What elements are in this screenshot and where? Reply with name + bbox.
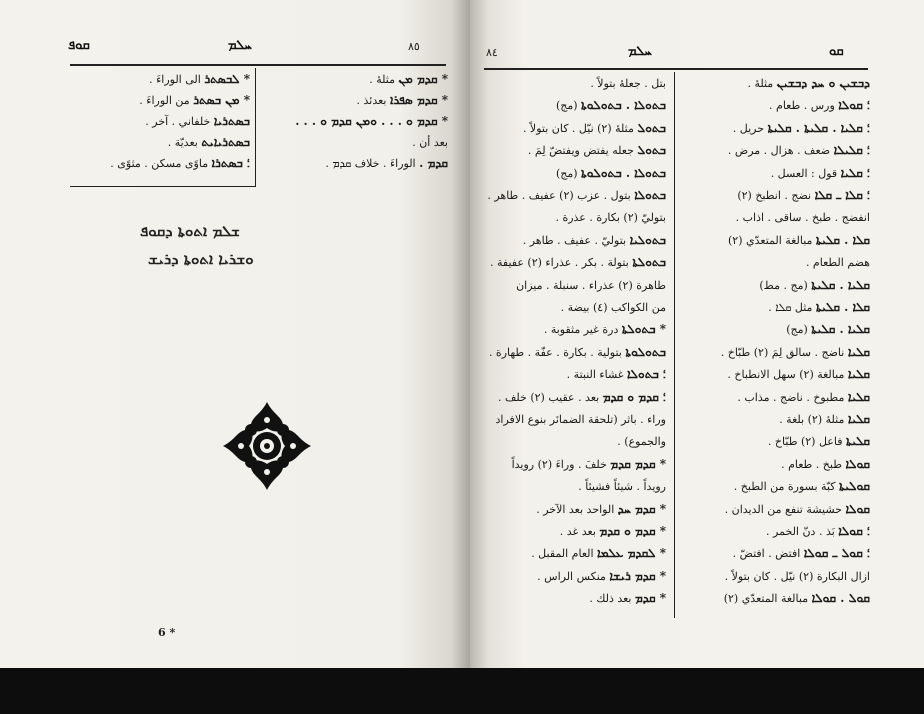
- arabic-gloss: العام المقبل .: [531, 547, 594, 561]
- dictionary-entry: [412, 135, 448, 150]
- dictionary-entry: [357, 93, 449, 108]
- dictionary-entry: [523, 233, 666, 248]
- arabic-gloss: بعد غد .: [559, 525, 596, 538]
- syriac-headword: ܒܣܬܪܝܐ: [213, 114, 250, 128]
- syriac-headword: ܩܠܝܐ: [847, 344, 870, 359]
- arabic-gloss: خلفاني . آخر .: [145, 115, 211, 128]
- arabic-gloss: ورس . طعام .: [769, 99, 835, 113]
- dictionary-entry: [544, 322, 666, 337]
- dictionary-entry: [768, 434, 870, 449]
- syriac-headword: ؛ ܒܬܘܠܐ: [627, 367, 666, 382]
- dictionary-entry: [295, 114, 448, 129]
- syriac-headword: * ܡܢ ܒܣܬܪ: [193, 93, 250, 107]
- arabic-gloss: بعديّة .: [167, 136, 198, 149]
- dictionary-entry: [747, 76, 870, 91]
- dictionary-entry: [369, 72, 448, 87]
- arabic-gloss: نضج . انطبخ (٢): [737, 189, 812, 202]
- arabic-gloss: وراء . باثر (تلحقة الضمائر بنوع الافراد: [495, 413, 666, 426]
- dictionary-entry: [139, 93, 250, 108]
- arabic-gloss: من الكواكب (٤) بيضة .: [560, 301, 666, 314]
- arabic-gloss: والجموع) .: [617, 435, 666, 449]
- syriac-headword: ܒܬܘܠܐ . ܒܬܘܠܘܬܐ: [581, 165, 666, 180]
- arabic-gloss: مطبوخ . ناضج . مذاب .: [737, 390, 845, 404]
- arabic-gloss: افتض . افتضّ .: [732, 547, 801, 561]
- syriac-headword: ܒܬܘܠܐ . ܒܬܘܠܘܬܐ: [581, 98, 666, 113]
- arabic-gloss: (مج): [786, 323, 808, 337]
- syriac-headword: ؛ ܩܘܠܐ: [838, 524, 870, 538]
- floral-ornament: [221, 400, 313, 492]
- column-end-rule: [70, 186, 256, 187]
- page-number: ٨٥: [408, 40, 420, 53]
- syriac-headword: * ܩܕܡ ܩܕܡ: [610, 456, 666, 471]
- syriac-headword: ܩܠܐ . ܩܠܝܬܐ: [815, 300, 870, 314]
- syriac-headword: ؛ ܩܠܐ ـ ܩܠܐ: [814, 188, 870, 202]
- dictionary-entry: [149, 72, 250, 87]
- arabic-gloss: ماوًى مسكن . مثوًى .: [110, 157, 209, 170]
- arabic-gloss: بتولة . بكر . عذراء (٢) عفيفة .: [490, 256, 629, 270]
- dictionary-entry: [567, 367, 666, 382]
- arabic-gloss: ناضج . سالق لِمَ (٢) طبّاخ .: [720, 345, 845, 359]
- dictionary-entry: [728, 143, 870, 158]
- arabic-gloss: مثلهٔ (٢) نيّل . كان بتولاً .: [522, 121, 634, 135]
- dictionary-entry: [721, 345, 870, 360]
- dictionary-entry: [496, 412, 666, 427]
- dictionary-entry: [724, 591, 870, 606]
- syriac-headword: ܒܬܘܠܬܐ: [632, 255, 666, 270]
- syriac-headword: ܩܠܝܐ . ܩܠܝܬܐ: [811, 322, 870, 337]
- arabic-gloss: مثل ܩܠܐ .: [768, 301, 813, 314]
- arabic-gloss: رويداً . شيئاً فشيئاً .: [578, 480, 666, 494]
- dictionary-entry: [728, 233, 870, 248]
- syriac-headword: ܩܠܝܐ . ܩܠܝܬܐ: [811, 277, 870, 292]
- dictionary-entry: [725, 502, 870, 517]
- arabic-gloss: مثلهٔ .: [369, 73, 395, 86]
- syriac-headword: ܒܬܘܠ: [637, 120, 666, 135]
- syriac-headword: * ܒܬܘܠܬܐ: [621, 322, 666, 337]
- running-head-right: ܩܘ: [829, 44, 844, 59]
- right-page: [470, 0, 924, 668]
- arabic-gloss: الى الوراءَ .: [149, 73, 201, 86]
- dictionary-entry: [617, 434, 666, 449]
- dictionary-entry: [168, 135, 250, 150]
- running-head-center: ܚܠܡ: [228, 38, 252, 53]
- dictionary-entry: [536, 502, 666, 517]
- arabic-gloss: طبخ . طعام .: [781, 457, 842, 471]
- page-number: ٨٤: [486, 46, 498, 59]
- dictionary-entry: [145, 114, 250, 129]
- dictionary-entry: [589, 591, 666, 606]
- arabic-gloss: بتوليّ (٢) بكارة . عذرة .: [555, 211, 666, 225]
- dictionary-entry: [537, 569, 666, 584]
- syriac-headword: ܒܣܬܪܝܐܝܬ: [201, 135, 250, 149]
- arabic-gloss: حشيشة تنفع من الديدان .: [724, 502, 842, 516]
- arabic-gloss: منكس الراس .: [537, 569, 606, 583]
- syriac-headword: ܒܬܘܠܘܬܐ: [625, 344, 666, 359]
- scan-bottom-edge: [0, 668, 924, 714]
- syriac-headword: ܩܠܐ . ܩܠܝܬܐ: [815, 232, 870, 247]
- syriac-headword: ܩܠܝܐ: [847, 412, 870, 426]
- syriac-headword: * ܩܕܡ: [635, 591, 666, 606]
- dictionary-entry: [759, 278, 870, 293]
- dictionary-entry: [110, 156, 250, 171]
- syriac-headword: ܩܠܝܐ: [847, 389, 870, 404]
- arabic-gloss: مثلهٔ .: [747, 77, 774, 90]
- syriac-headword: * ܩܕܡ ܘ ܩܕܡ: [599, 524, 666, 538]
- dictionary-entry: [523, 121, 666, 136]
- dictionary-entry: [771, 166, 870, 181]
- syriac-headword: ܩܘܠܝܬܐ: [838, 479, 870, 494]
- dictionary-entry: [727, 367, 870, 382]
- syriac-headword: * ܩܕܡ ܡܢ: [398, 72, 448, 86]
- dictionary-entry: [516, 278, 666, 293]
- column-divider: [674, 72, 675, 618]
- arabic-gloss: مثلهٔ (٢) بلغة .: [779, 413, 845, 426]
- arabic-gloss: بعد ذلك .: [589, 592, 632, 606]
- signature-mark: 6 *: [158, 626, 176, 639]
- dictionary-entry: [768, 300, 870, 315]
- dictionary-entry: [736, 210, 870, 225]
- arabic-gloss: بتول . عزب (٢) عفيف . طاهر .: [487, 189, 631, 202]
- dictionary-entry: [786, 322, 870, 337]
- syriac-headword: ܩܘܠܐ: [845, 456, 870, 471]
- arabic-gloss: (مج): [555, 166, 578, 180]
- arabic-gloss: بعدئذ .: [356, 94, 387, 107]
- syriac-headword: * ܠܩܕܡ ܥܠܡܐ: [597, 546, 666, 561]
- dictionary-entry: [556, 166, 666, 181]
- end-of-letter-title: ܫܠܡ ܐܬܘܬܐ ܕܩܘܦ: [140, 222, 240, 240]
- dictionary-entry: [531, 546, 666, 561]
- dictionary-entry: [734, 479, 870, 494]
- dictionary-entry: [781, 457, 870, 472]
- syriac-headword: ܩܠܝܐ: [847, 367, 870, 382]
- header-rule: [484, 68, 868, 70]
- syriac-headword: ؛ ܩܕܡ ܘ ܩܕܡ: [602, 389, 666, 404]
- arabic-gloss: قول : العسل .: [770, 166, 838, 180]
- arabic-gloss: فاعل (٢) طبّاخ .: [767, 435, 843, 449]
- syriac-headword: ܒܬܘܠ: [637, 143, 666, 158]
- dictionary-entry: [498, 390, 666, 405]
- syriac-headword: ܒܬܘܠܐ: [634, 188, 666, 202]
- arabic-gloss: جعله يفتض ويفتضّ لِمَ .: [527, 144, 634, 158]
- arabic-gloss: بتوليّ . عفيف . طاهر .: [522, 233, 627, 247]
- arabic-gloss: انفضج . طبخ . ساقى . اذاب .: [735, 211, 870, 225]
- dictionary-entry: [779, 412, 870, 427]
- syriac-headword: ܩܘܠ . ܩܘܠܐ: [811, 591, 870, 606]
- arabic-gloss: كبّة بسورة من الطبخ .: [733, 480, 836, 494]
- syriac-headword: * ܩܕܡ ܚܕ: [617, 501, 666, 516]
- arabic-gloss: (مج . مط): [759, 278, 808, 292]
- arabic-gloss: هضم الطعام .: [805, 256, 870, 270]
- dictionary-entry: [489, 345, 666, 360]
- running-head-center: ܚܠܡ: [628, 44, 652, 59]
- dictionary-entry: [737, 390, 870, 405]
- dictionary-entry: [487, 188, 666, 203]
- arabic-gloss: بعد . عقيب (٢) خلف .: [498, 390, 600, 404]
- arabic-gloss: من الوراءَ .: [139, 94, 190, 107]
- running-head-left: ܩܘܦ: [68, 38, 90, 53]
- dictionary-entry: [725, 569, 870, 584]
- dictionary-entry: [528, 143, 666, 158]
- header-rule: [70, 64, 446, 66]
- dictionary-entry: [555, 210, 666, 225]
- dictionary-entry: [578, 479, 666, 494]
- arabic-gloss: بعد أن .: [412, 136, 448, 149]
- dictionary-entry: [737, 188, 870, 203]
- arabic-gloss: طاهرة (٢) عذراء . سنبلة . ميزان: [516, 278, 666, 292]
- arabic-gloss: حريل .: [732, 121, 765, 135]
- dictionary-entry: [766, 524, 870, 539]
- dictionary-entry: [556, 98, 666, 113]
- dictionary-entry: [769, 98, 870, 113]
- arabic-gloss: مبالغة (٢) سهل الانطباخ .: [727, 368, 845, 382]
- syriac-headword: * ܩܕܡ ܘ . . . ܘܡܢ ܩܕܡ ܘ . . .: [295, 114, 448, 128]
- syriac-headword: ؛ ܒܣܬܪܐ: [211, 156, 250, 170]
- dictionary-entry: [512, 457, 666, 472]
- syriac-headword: ؛ ܩܘܠܐ: [838, 98, 870, 113]
- syriac-headword: ܩܠܝܬܐ: [845, 434, 870, 449]
- left-page: [0, 0, 470, 668]
- dictionary-entry: [325, 156, 448, 171]
- dictionary-entry: [733, 546, 870, 561]
- syriac-headword: ܕܒܫܝܢ ܘ ܚܕ ܕܒܫܝܢ: [776, 76, 870, 90]
- arabic-gloss: خلفَ . وراءَ (٢) رويداً: [511, 457, 607, 471]
- syriac-headword: ؛ ܩܠܝܐ: [840, 165, 870, 180]
- arabic-gloss: بَذ . دنّ الخمر .: [766, 525, 835, 538]
- dictionary-entry: [561, 300, 666, 315]
- syriac-headword: ܩܘܠܐ: [845, 501, 870, 516]
- start-of-letter-title: ܘܫܪܝܐ ܐܬܘܬܐ ܕܪܝܫ: [148, 250, 254, 268]
- arabic-gloss: الواحد بعد الآخر .: [536, 502, 615, 516]
- arabic-gloss: مبالغة المتعدّي (٢): [723, 592, 809, 606]
- syriac-headword: ؛ ܩܠܝܐ . ܩܠܝܬܐ . ܩܠܝܬܐ: [767, 120, 870, 135]
- syriac-headword: ؛ ܩܘܠ ـ ܩܘܠܐ: [803, 546, 870, 561]
- syriac-headword: * ܩܕܡ ܣܦܪܐ: [389, 93, 448, 107]
- syriac-headword: ܒܬܘܠܝܐ: [629, 232, 666, 247]
- arabic-gloss: ازال البكارة (٢) نيّل . كان بتولاً .: [724, 569, 870, 583]
- arabic-gloss: الوراءَ . خلاف ܩܕܡ .: [325, 157, 416, 170]
- dictionary-entry: [733, 121, 870, 136]
- dictionary-entry: [590, 76, 666, 91]
- arabic-gloss: درة غير مثقوبة .: [543, 323, 619, 337]
- dictionary-entry: [560, 524, 666, 539]
- arabic-gloss: بتل . جعلهٔ بتولاً .: [590, 77, 666, 90]
- arabic-gloss: مبالغة المتعدّي (٢): [728, 233, 813, 247]
- dictionary-entry: [490, 255, 666, 270]
- syriac-headword: * ܩܕܡ ܪܝܫܐ: [609, 568, 666, 583]
- column-divider: [255, 68, 256, 186]
- dictionary-entry: [806, 255, 870, 270]
- arabic-gloss: ضعف . هزال . مرض .: [727, 144, 831, 158]
- syriac-headword: ؛ ܩܠܝܠܐ: [833, 143, 870, 158]
- syriac-headword: ܩܕܡ .: [419, 156, 448, 170]
- arabic-gloss: بتولية . بكارة . عفّة . طهارة .: [488, 345, 622, 359]
- syriac-headword: * ܠܒܣܬܪ: [204, 72, 250, 86]
- arabic-gloss: (مج): [555, 99, 578, 113]
- arabic-gloss: غشاء النبتة .: [566, 368, 624, 382]
